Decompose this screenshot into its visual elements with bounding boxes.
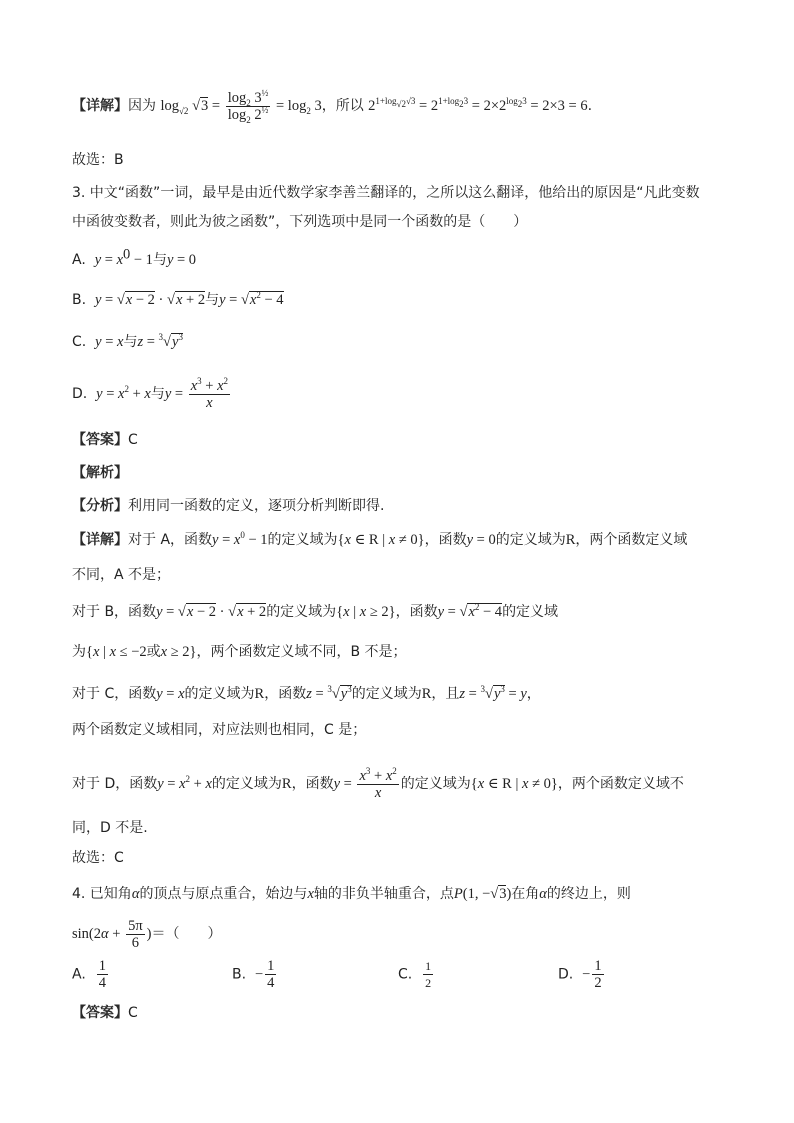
detail3-c-line1: 对于 C，函数y = x的定义域为R，函数$z = ^3√y^3$的定义域为R，且$z = ^3√y^3 = y$， bbox=[72, 684, 541, 702]
opt-label: A. bbox=[72, 252, 86, 268]
detail3-b-line2: 为{x | x ≤ −2或x ≥ 2}，两个函数定义域不同，B 不是； bbox=[72, 644, 407, 660]
detail-tag: 【详解】 bbox=[72, 532, 128, 548]
den: 4 bbox=[98, 975, 106, 991]
q4-option-c bbox=[398, 958, 435, 991]
set-R: R bbox=[421, 686, 432, 702]
or-text: 或 bbox=[146, 644, 161, 660]
t: ＝（ ） bbox=[151, 925, 222, 942]
answer-3 bbox=[72, 430, 138, 450]
formula-log: $\log_{√2} √3$ = $\frac{\log_2 3^{\frac{1}{2}}}{\log_2 2^{\frac{1}{2}}}$ = $\log_2 3$ bbox=[160, 88, 322, 125]
detail3-d-line2: 同，D 不是. bbox=[72, 820, 148, 836]
set-R: R bbox=[502, 775, 512, 792]
opt-label: D. bbox=[558, 966, 574, 983]
and-text: 与 bbox=[152, 252, 167, 268]
t: ，函数 bbox=[264, 686, 307, 702]
t: 的顶点与原点重合，始边与 bbox=[139, 886, 308, 902]
q3-line2: 中函彼变数者，则此为彼之函数”，下列选项中是同一个函数的是（ ） bbox=[72, 214, 528, 230]
set-R: R bbox=[281, 775, 292, 792]
t: ，且 bbox=[431, 686, 460, 702]
opt-label: D. bbox=[72, 385, 88, 402]
opt-label: C. bbox=[72, 334, 87, 350]
q3-option-a: A. $y = x^0 - 1$与y = 0 bbox=[72, 246, 197, 268]
minus: − bbox=[582, 966, 591, 983]
q4-option-d bbox=[558, 958, 606, 991]
answer-tag: 【答案】 bbox=[72, 1005, 128, 1021]
t: 4. 已知角 bbox=[72, 886, 132, 902]
opt-label: C. bbox=[398, 966, 413, 983]
t: ， bbox=[526, 686, 541, 702]
t: 对于 A，函数 bbox=[128, 532, 213, 548]
and-text: 与 bbox=[150, 385, 165, 402]
q4-option-a bbox=[72, 958, 110, 991]
jiexi-tag bbox=[72, 463, 128, 483]
t: 的定义域为 bbox=[351, 686, 422, 702]
t: ，函数 bbox=[291, 775, 334, 792]
answer-value: C bbox=[128, 1005, 138, 1021]
num: 1 bbox=[594, 958, 602, 974]
t: 的定义域为 bbox=[266, 604, 337, 620]
t: ，两个函数定义域不 bbox=[557, 775, 684, 792]
q3-line1: 3. 中文“函数”一词，最早是由近代数学家李善兰翻译的，之所以这么翻译，他给出的原因是“凡此变数 bbox=[72, 185, 700, 201]
t: 对于 C，函数 bbox=[72, 686, 157, 702]
t: 对于 D，函数 bbox=[72, 775, 158, 792]
detail3-c-line2: 两个函数定义域相同，对应法则也相同，C 是； bbox=[72, 722, 367, 738]
detail-tag: 【详解】 bbox=[72, 97, 128, 114]
detail3-a-line2: 不同，A 不是； bbox=[72, 567, 171, 583]
t: 的定义域为 bbox=[211, 775, 282, 792]
num: 1 bbox=[98, 958, 106, 974]
detail3-d-line1: 对于 D，函数$y = x^2 + x$的定义域为R，函数y = $\frac{x^3 + x^2}{x}$ 的定义域为{x ∈ R | x ≠ 0}，两个函数定义域不 bbox=[72, 766, 684, 801]
t: ，两个函数定义域不同，B 不是； bbox=[196, 644, 407, 660]
t: 的定义域为 bbox=[184, 686, 255, 702]
jiexi-label: 【解析】 bbox=[72, 465, 128, 481]
text: 因为 bbox=[128, 97, 156, 114]
opt-label: B. bbox=[232, 966, 247, 983]
q4-line2: sin(2α + $\frac{5\pi}{6}$ )＝（ ） bbox=[72, 918, 222, 951]
minus: − bbox=[254, 966, 264, 983]
text: . bbox=[587, 97, 593, 114]
t: 的定义域 bbox=[502, 604, 559, 620]
q3-option-b: B. y = √x − 2 · √x + 2与$y = √x^2 - 4$ bbox=[72, 290, 284, 308]
t: 对于 B，函数 bbox=[72, 604, 157, 620]
set-R: R bbox=[254, 686, 265, 702]
t: ，函数 bbox=[424, 532, 467, 548]
answer-tag: 【答案】 bbox=[72, 432, 128, 448]
answer-4 bbox=[72, 1003, 138, 1023]
t: 在角 bbox=[511, 886, 540, 902]
formula-power: $2^{1+log_{√2}√3} = 2^{1+log_23} = 2\times 2^{log_23} = 2\times 3 = 6$ bbox=[368, 96, 588, 114]
den: 2 bbox=[594, 975, 602, 991]
detail-log-line bbox=[72, 90, 592, 123]
set-R: R bbox=[565, 532, 576, 548]
and-text: 与 bbox=[123, 334, 138, 350]
q3-option-d: D. $y = x^2 + x$与y = $\frac{x^3 + x^2}{x}$ bbox=[72, 376, 229, 411]
den: 2 bbox=[425, 976, 432, 990]
text: ，所以 bbox=[321, 97, 364, 114]
t: 轴的非负半轴重合，点 bbox=[313, 886, 454, 902]
select-c: 故选：C bbox=[72, 850, 124, 866]
detail3-b-line1: 对于 B，函数y = √x − 2 · √x + 2的定义域为{x | x ≥ 2}，函数$y = √x^2 - 4$的定义域 bbox=[72, 602, 559, 620]
q3-option-c: C. y = x与$z = ^3√y^3$ bbox=[72, 332, 183, 350]
fenxi-line bbox=[72, 496, 384, 516]
t: 的定义域为 bbox=[495, 532, 566, 548]
q4-line1: 4. 已知角α的顶点与原点重合，始边与x轴的非负半轴重合，点P(1, −√3)在角α的终边上，则 bbox=[72, 886, 631, 902]
t: 的终边上，则 bbox=[546, 886, 631, 902]
t: 的定义域为 bbox=[400, 775, 471, 792]
t: ，函数 bbox=[395, 604, 438, 620]
fenxi-text: 利用同一函数的定义，逐项分析判断即得. bbox=[128, 498, 385, 514]
t: 的定义域为 bbox=[267, 532, 338, 548]
and-text: 与 bbox=[205, 292, 220, 308]
select-b: 故选：B bbox=[72, 152, 124, 168]
fenxi-tag: 【分析】 bbox=[72, 498, 128, 514]
num: 1 bbox=[425, 959, 432, 973]
set-R: R bbox=[368, 532, 379, 548]
opt-label: A. bbox=[72, 966, 86, 983]
q4-option-b bbox=[232, 958, 278, 991]
t: ，两个函数定义域 bbox=[575, 532, 688, 548]
t: 为 bbox=[72, 644, 86, 660]
opt-label: B. bbox=[72, 292, 87, 308]
answer-value: C bbox=[128, 432, 138, 448]
den: 4 bbox=[267, 975, 275, 991]
detail3-a-line1: 【详解】对于 A，函数$y = x^0 - 1$的定义域为{x ∈ R | x ≠ 0}，函数y = 0的定义域为R，两个函数定义域 bbox=[72, 530, 688, 548]
num: 1 bbox=[267, 958, 275, 974]
